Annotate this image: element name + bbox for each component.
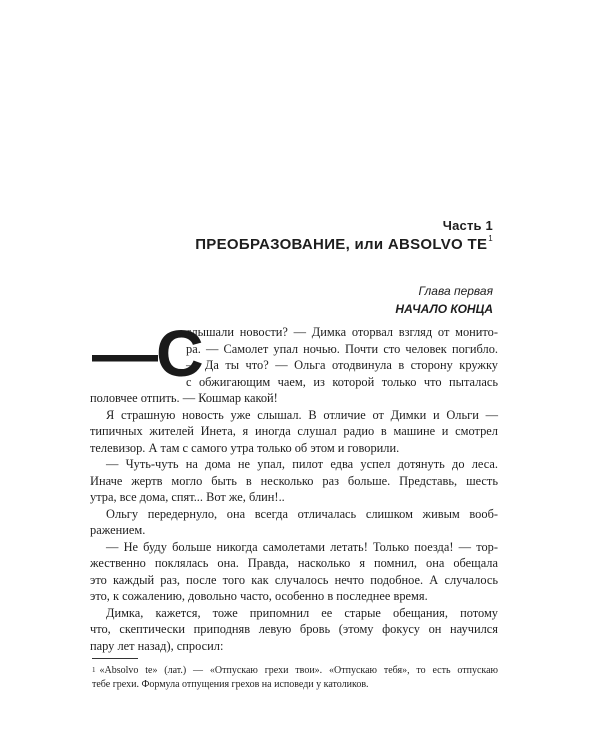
chapter-label: Глава первая <box>418 284 493 298</box>
part-title <box>195 236 493 253</box>
body-line: типичных жителей Инета, я иногда слушал радио в машине и смотрел <box>90 424 498 438</box>
body-line: это каждый раз, после того как случалось нечто подобное. А случалось <box>90 572 498 587</box>
body-line: Димка, кажется, тоже припомнил ее старые обещания, потому <box>106 605 498 620</box>
body-line: — Да ты что? — Ольга отодвинула в сторону кружку <box>186 358 498 372</box>
body-line: половчее отпить. — Кошмар какой! <box>90 391 278 405</box>
body-line: с обжигающим чаем, из которой только что пыталась <box>186 374 498 389</box>
body-line: ра. — Самолет упал ночью. Почти сто человек погибло. <box>186 341 498 356</box>
body-line: пару лет назад), спросил: <box>90 638 224 653</box>
footnote-text-1: «Absolvo te» (лат.) — «Отпускаю грехи твои». «Отпускаю тебя», то есть отпускаю <box>99 665 498 676</box>
body-line: ражением. <box>90 523 146 537</box>
part-title-text: ПРЕОБРАЗОВАНИЕ, или ABSOLVO TE <box>195 236 488 253</box>
body-line: телевизор. А там с самого утра только об этом и говорили. <box>90 440 400 455</box>
footnote-divider <box>92 658 138 659</box>
body-line: Я страшную новость уже слышал. В отличие от Димки и Ольги — <box>106 407 498 422</box>
footnote-line: тебе грехи. Формула отпущения грехов на исповеди у католиков. <box>92 679 369 690</box>
footnote-number: 1 <box>92 666 96 674</box>
chapter-title: НАЧАЛО КОНЦА <box>395 302 493 316</box>
body-line: утра, все дома, спят... Вот же, блин!.. <box>90 490 285 504</box>
body-line: жественно поклялась она. Правда, насколько я помнил, она обещала <box>90 556 498 570</box>
footnote-line <box>92 664 498 678</box>
drop-cap: —С <box>92 316 202 390</box>
body-line: — Не буду больше никогда самолетами летать! Только поезда! — тор- <box>106 539 498 554</box>
footnote-ref: 1 <box>488 234 493 243</box>
body-line: это, к сожалению, довольно часто, особенно в последнее время. <box>90 589 428 603</box>
body-line: что, скептически приподняв левую бровь (этому фокусу он научился <box>90 622 498 636</box>
body-line: слышали новости? — Димка оторвал взгляд от монито- <box>186 325 498 339</box>
body-line: Иначе жертв могло быть в несколько раз больше. Представь, шесть <box>90 473 498 488</box>
part-label: Часть 1 <box>442 218 493 233</box>
body-line: — Чуть-чуть на дома не упал, пилот едва успел дотянуть до леса. <box>106 457 498 471</box>
body-line: Ольгу передернуло, она всегда отличалась слишком живым вооб- <box>106 506 498 521</box>
